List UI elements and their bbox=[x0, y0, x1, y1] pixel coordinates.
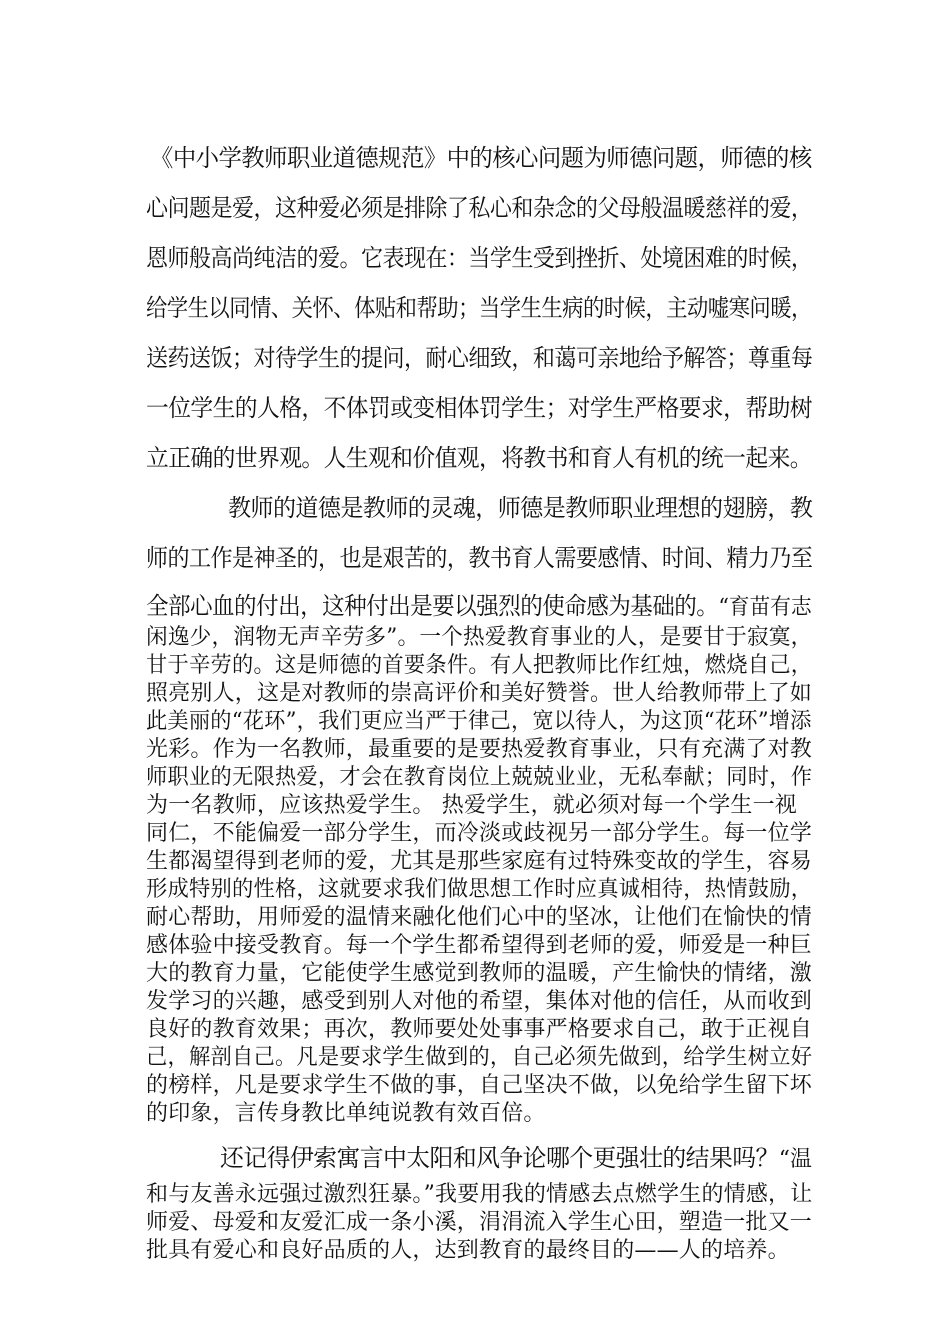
p1-line-2: 心问题是爱，这种爱必须是排除了私心和杂念的父母般温暖慈祥的爱， bbox=[146, 194, 813, 222]
p2-serif-line-9: 生都渴望得到老师的爱，尤其是那些家庭有过特殊变故的学生，容易 bbox=[146, 849, 813, 874]
p2-serif-line-17: 的榜样，凡是要求学生不做的事，自己坚决不做，以免给学生留下坏 bbox=[146, 1073, 813, 1098]
p1-line-1: 《中小学教师职业道德规范》中的核心问题为师德问题，师德的核 bbox=[150, 144, 812, 172]
p2-line-3 bbox=[146, 586, 812, 621]
p3-line-1 bbox=[220, 1138, 812, 1173]
p3-serif-line-1: 和与友善永远强过激烈狂暴。”我要用我的情感去点燃学生的情感，让 bbox=[146, 1182, 813, 1207]
p2-line-3-sans: 全部心血的付出，这种付出是要以强烈的使命感为基础的。 bbox=[146, 592, 719, 620]
p2-serif-line-2: 甘于辛劳的。这是师德的首要条件。有人把教师比作红烛，燃烧自己， bbox=[146, 653, 813, 678]
p2-serif-line-6: 师职业的无限热爱，才会在教育岗位上兢兢业业，无私奉献；同时，作 bbox=[146, 765, 813, 790]
p3-serif-line-3: 批具有爱心和良好品质的人，达到教育的最终目的——人的培养。 bbox=[146, 1238, 790, 1263]
p1-line-4: 给学生以同情、关怀、体贴和帮助；当学生生病的时候，主动嘘寒问暖， bbox=[146, 294, 812, 322]
p2-serif-line-11: 耐心帮助，用师爱的温情来融化他们心中的坚冰，让他们在愉快的情 bbox=[146, 905, 813, 930]
p1-line-5: 送药送饭；对待学生的提问，耐心细致，和蔼可亲地给予解答；尊重每 bbox=[146, 344, 813, 372]
p1-line-6: 一位学生的人格，不体罚或变相体罚学生；对学生严格要求，帮助树 bbox=[146, 394, 812, 422]
p1-line-3: 恩师般高尚纯洁的爱。它表现在：当学生受到挫折、处境困难的时候， bbox=[146, 244, 813, 272]
p2-line-3-serif: “育苗有志 bbox=[718, 595, 812, 620]
p2-serif-line-16: 己，解剖自己。凡是要求学生做到的，自己必须先做到，给学生树立好 bbox=[146, 1045, 813, 1070]
p2-serif-line-4: 此美丽的“花环”，我们更应当严于律己，宽以待人，为这顶“花环”增添 bbox=[146, 709, 812, 734]
p1-line-7: 立正确的世界观。人生观和价值观，将教书和育人有机的统一起来。 bbox=[146, 444, 812, 472]
p2-serif-line-15: 良好的教育效果；再次，教师要处处事事严格要求自己，敢于正视自 bbox=[146, 1017, 813, 1042]
p2-serif-line-14: 发学习的兴趣，感受到别人对他的希望，集体对他的信任，从而收到 bbox=[146, 989, 813, 1014]
p2-serif-line-8: 同仁，不能偏爱一部分学生，而冷淡或歧视另一部分学生。每一位学 bbox=[146, 821, 813, 846]
p2-serif-line-5: 光彩。作为一名教师，最重要的是要热爱教育事业，只有充满了对教 bbox=[146, 737, 813, 762]
p2-serif-line-12: 感体验中接受教育。每一个学生都希望得到老师的爱，师爱是一种巨 bbox=[146, 933, 813, 958]
p2-serif-line-3: 照亮别人，这是对教师的崇高评价和美好赞誉。世人给教师带上了如 bbox=[146, 681, 813, 706]
p2-serif-line-13: 大的教育力量，它能使学生感觉到教师的温暖，产生愉快的情绪，激 bbox=[146, 961, 813, 986]
p2-line-1: 教师的道德是教师的灵魂，师德是教师职业理想的翅膀，教 bbox=[228, 494, 813, 522]
p2-serif-line-18: 的印象，言传身教比单纯说教有效百倍。 bbox=[146, 1101, 546, 1126]
p2-line-2: 师的工作是神圣的，也是艰苦的，教书育人需要感情、时间、精力乃至 bbox=[146, 544, 813, 572]
p2-serif-line-7: 为一名教师，应该热爱学生。 热爱学生，就必须对每一个学生一视 bbox=[146, 793, 797, 818]
p2-serif-line-1: 闲逸少，润物无声辛劳多”。一个热爱教育事业的人，是要甘于寂寞， bbox=[146, 625, 813, 650]
p3-serif-line-2: 师爱、母爱和友爱汇成一条小溪，涓涓流入学生心田，塑造一批又一 bbox=[146, 1210, 813, 1235]
p2-serif-line-10: 形成特别的性格，这就要求我们做思想工作时应真诚相待，热情鼓励， bbox=[146, 877, 813, 902]
p3-line-1-serif: “温 bbox=[778, 1147, 812, 1172]
p3-line-1-sans: 还记得伊索寓言中太阳和风争论哪个更强壮的结果吗？ bbox=[220, 1144, 779, 1172]
